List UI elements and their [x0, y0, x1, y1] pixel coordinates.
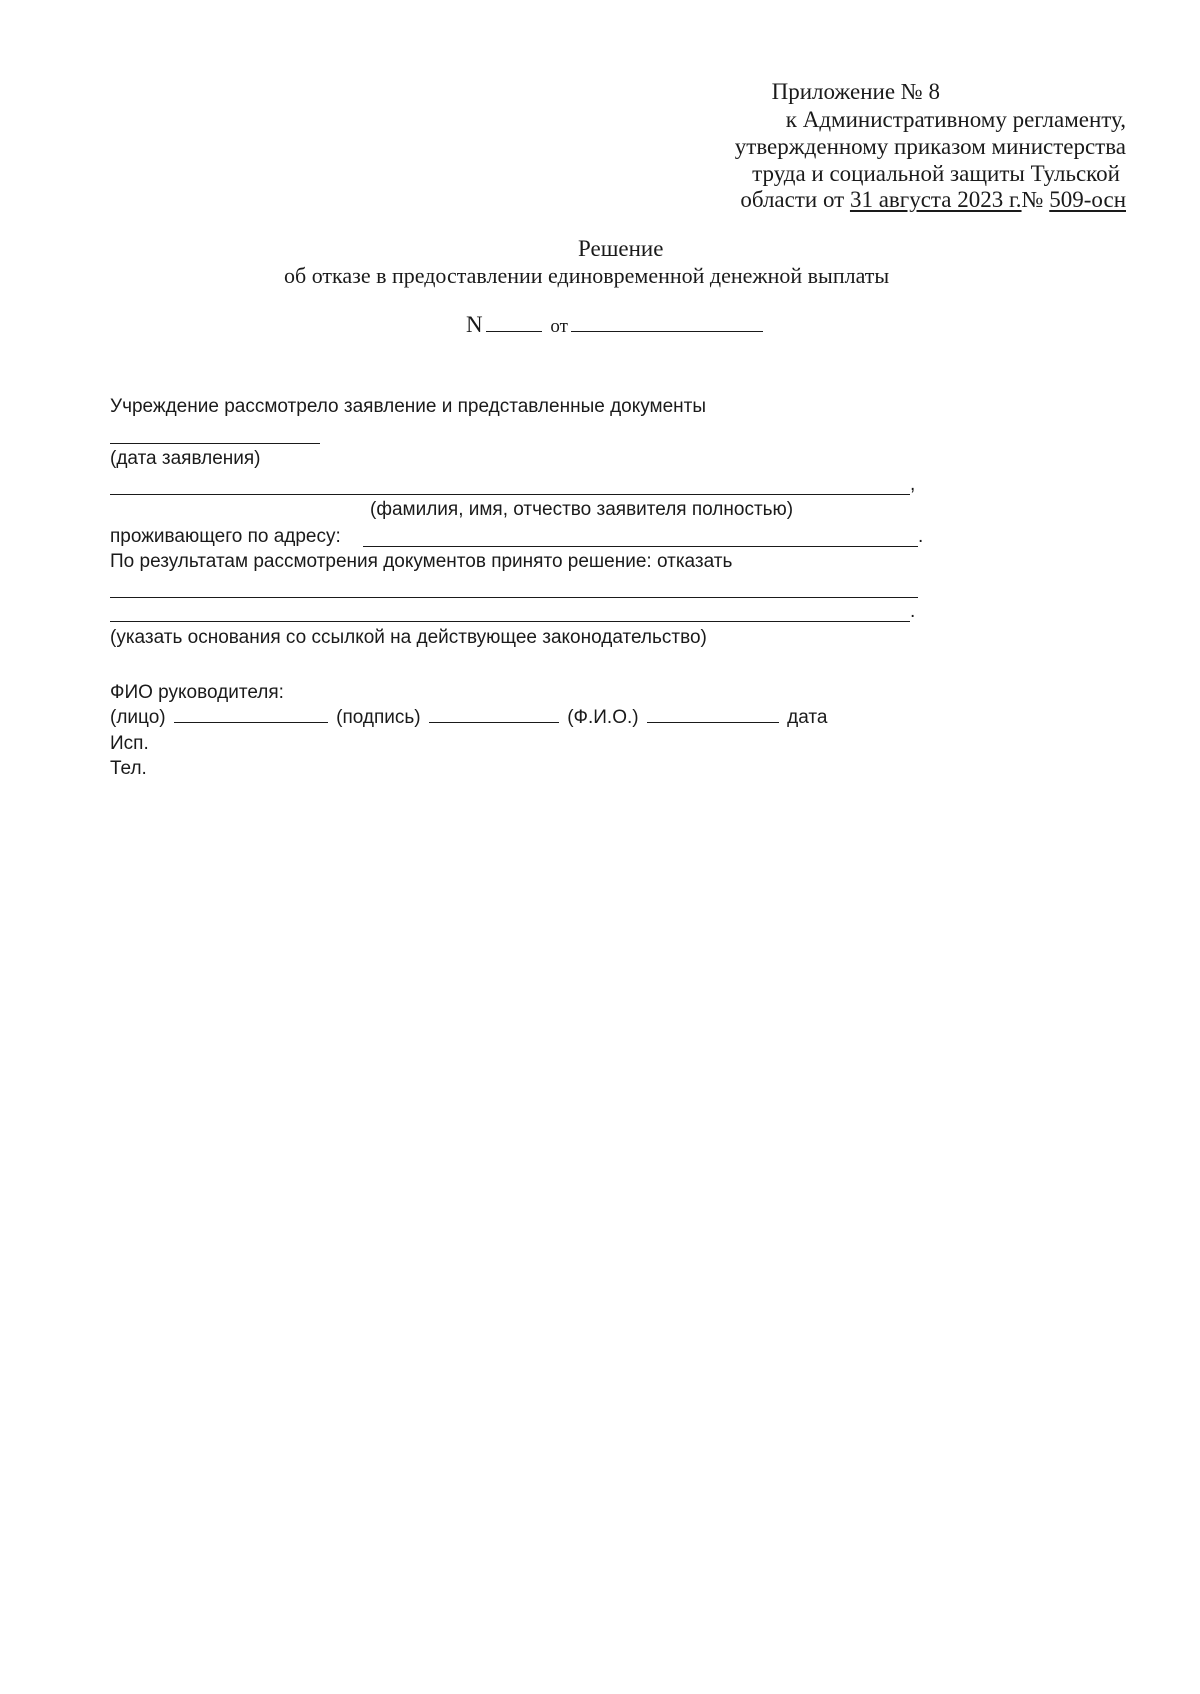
- document-subtitle: об отказе в предоставлении единовременной денежной выплаты: [284, 263, 890, 288]
- grounds-period: .: [910, 601, 916, 622]
- address-blank: [363, 546, 918, 547]
- number-blank: [486, 330, 542, 332]
- applicant-name-blank: [110, 494, 910, 495]
- appendix-line-3: труда и социальной защиты Тульской: [752, 161, 1120, 186]
- regulation-number: 509-осн: [1049, 187, 1126, 212]
- appendix-line-1: к Административному регламенту,: [785, 107, 1126, 132]
- person-label: (лицо): [110, 707, 166, 728]
- signature-label: (подпись): [336, 707, 421, 728]
- decision-text: По результатам рассмотрения документов принято решение: отказать: [110, 551, 733, 572]
- executor-label: Исп.: [110, 733, 149, 754]
- appendix-line-4: [740, 186, 1126, 214]
- regulation-date: 31 августа 2023 г.: [849, 187, 1022, 212]
- address-period: .: [918, 526, 924, 547]
- application-date-blank: [110, 443, 320, 444]
- grounds-blank-2: [110, 621, 910, 622]
- document-number-line: [466, 312, 766, 338]
- appendix-header: [772, 78, 1040, 106]
- address-label: проживающего по адресу:: [110, 526, 341, 547]
- application-date-caption: (дата заявления): [110, 448, 261, 469]
- from-label: от: [550, 316, 568, 337]
- document-title: Решение: [578, 236, 664, 261]
- grounds-caption: (указать основания со ссылкой на действующее законодательство): [110, 627, 707, 648]
- appendix-line-2: утвержденному приказом министерства: [734, 134, 1126, 159]
- date-label: дата: [787, 707, 828, 728]
- phone-label: Тел.: [110, 758, 147, 779]
- signature-line: [110, 707, 827, 729]
- appendix-number: Приложение № 8: [771, 79, 940, 104]
- fio-blank: [647, 721, 779, 723]
- number-sign: №: [1021, 187, 1044, 212]
- intro-text: Учреждение рассмотрело заявление и представленные документы: [110, 396, 707, 417]
- applicant-name-caption: (фамилия, имя, отчество заявителя полностью): [370, 499, 794, 520]
- date-blank: [571, 330, 763, 332]
- person-blank: [174, 721, 328, 723]
- appendix-line-4-prefix: области от: [740, 187, 845, 212]
- applicant-name-comma: ,: [910, 474, 916, 495]
- signature-blank: [429, 721, 559, 723]
- fio-label: (Ф.И.О.): [567, 707, 639, 728]
- number-label: N: [466, 312, 483, 337]
- head-name-label: ФИО руководителя:: [110, 682, 284, 703]
- grounds-blank-1: [110, 597, 918, 598]
